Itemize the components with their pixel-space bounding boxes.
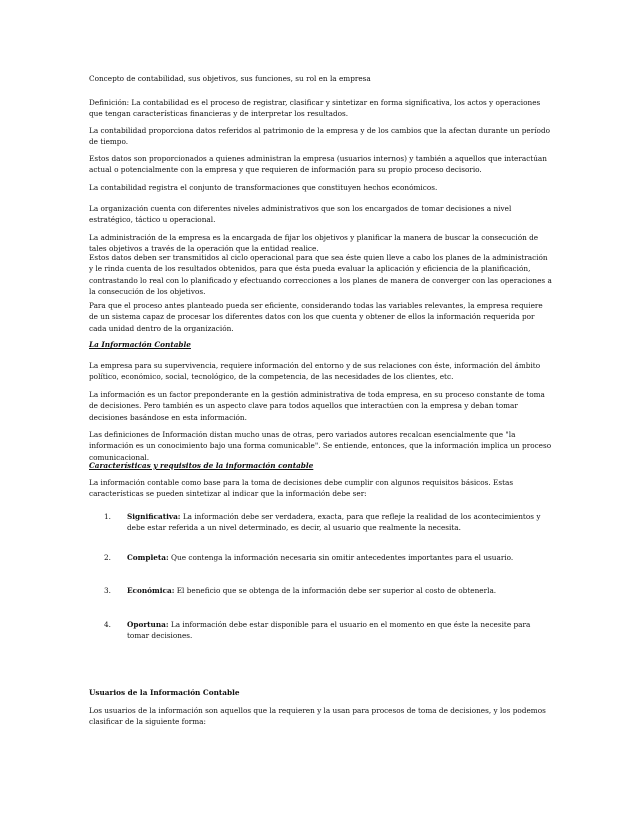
paragraph: Las definiciones de Información distan mucho unas de otras, pero variados autores recalcan esencialmente que "la información es un conocimiento bajo una forma comunicable". Se entiende, entonces, que la información implica un proceso comunicacional.: [89, 430, 552, 462]
section-heading: La Información Contable: [89, 340, 191, 349]
paragraph: La contabilidad registra el conjunto de transformaciones que constituyen hechos económicos.: [89, 183, 438, 192]
paragraph: La empresa para su supervivencia, requiere información del entorno y de sus relaciones con éste, información del ámbito político, económico, social, tecnológico, de la competencia, de las necesidades de los clientes, etc.: [89, 361, 541, 382]
paragraph: Los usuarios de la información son aquellos que la requieren y la usan para procesos de toma de decisiones, y los podemos clasificar de la siguiente forma:: [89, 706, 546, 727]
list-text: El beneficio que se obtenga de la información debe ser superior al costo de obtenerla.: [174, 586, 497, 595]
paragraph: La organización cuenta con diferentes niveles administrativos que son los encargados de tomar decisiones a nivel estratégico, táctico u operacional.: [89, 204, 512, 225]
list-number: 4.: [104, 620, 111, 629]
paragraph: Para que el proceso antes planteado pueda ser eficiente, considerando todas las variables relevantes, la empresa requiere de un sistema capaz de procesar los diferentes datos con los que cuenta y obtener de ellos la información requerida por cada unidad dentro de la organización.: [89, 301, 543, 333]
list-term: Oportuna:: [127, 620, 169, 629]
list-text: La información debe ser verdadera, exacta, para que refleje la realidad de los acontecimientos y debe estar referida a un nivel determinado, es decir, al usuario que realmente la necesita.: [127, 512, 541, 533]
list-number: 1.: [104, 512, 111, 521]
list-item: [104, 511, 544, 534]
paragraph: La información es un factor preponderante en la gestión administrativa de toda empresa, en su proceso constante de toma de decisiones. Pero también es un aspecto clave para todos aquellos que interactúen con la empresa y deban tomar decisiones basándose en esta información.: [89, 390, 545, 422]
list-item: [104, 585, 544, 596]
list-item: [104, 552, 544, 563]
section-heading: Usuarios de la Información Contable: [89, 688, 240, 697]
paragraph-definicion: Definición: La contabilidad es el proceso de registrar, clasificar y sintetizar en forma significativa, los actos y operaciones que tengan características financieras y de interpretar los resultados.: [89, 98, 541, 119]
list-number: 3.: [104, 586, 111, 595]
list-text: La información debe estar disponible para el usuario en el momento en que éste la necesite para tomar decisiones.: [127, 620, 531, 641]
section-heading: Características y requisitos de la información contable: [89, 461, 314, 470]
paragraph: La información contable como base para la toma de decisiones debe cumplir con algunos requisitos básicos. Estas características se pueden sintetizar al indicar que la información debe ser:: [89, 478, 514, 499]
paragraph: La administración de la empresa es la encargada de fijar los objetivos y planificar la manera de buscar la consecución de tales objetivos a través de la operación que la entidad realice.: [89, 233, 539, 254]
paragraph: La contabilidad proporciona datos referidos al patrimonio de la empresa y de los cambios que la afectan durante un período de tiempo.: [89, 126, 551, 147]
list-term: Económica:: [127, 586, 175, 595]
list-text: Que contenga la información necesaria sin omitir antecedentes importantes para el usuario.: [168, 553, 514, 562]
list-number: 2.: [104, 553, 111, 562]
paragraph: Estos datos son proporcionados a quienes administran la empresa (usuarios internos) y también a aquellos que interactúan actual o potencialmente con la empresa y que requieren de información para su propio proceso decisorio.: [89, 154, 547, 175]
document-title: Concepto de contabilidad, sus objetivos, sus funciones, su rol en la empresa: [89, 74, 371, 83]
list-item: [104, 619, 544, 642]
list-term: Completa:: [127, 553, 169, 562]
list-term: Significativa:: [127, 512, 181, 521]
paragraph: Estos datos deben ser transmitidos al ciclo operacional para que sea éste quien lleve a cabo los planes de la administración y le rinda cuenta de los resultados obtenidos, para que ésta pueda evaluar la aplicación y eficiencia de la planificación, contrastando lo real con lo planificado y efectuando correcciones a los planes de manera de converger con las operaciones a la consecución de los objetivos.: [89, 253, 552, 296]
